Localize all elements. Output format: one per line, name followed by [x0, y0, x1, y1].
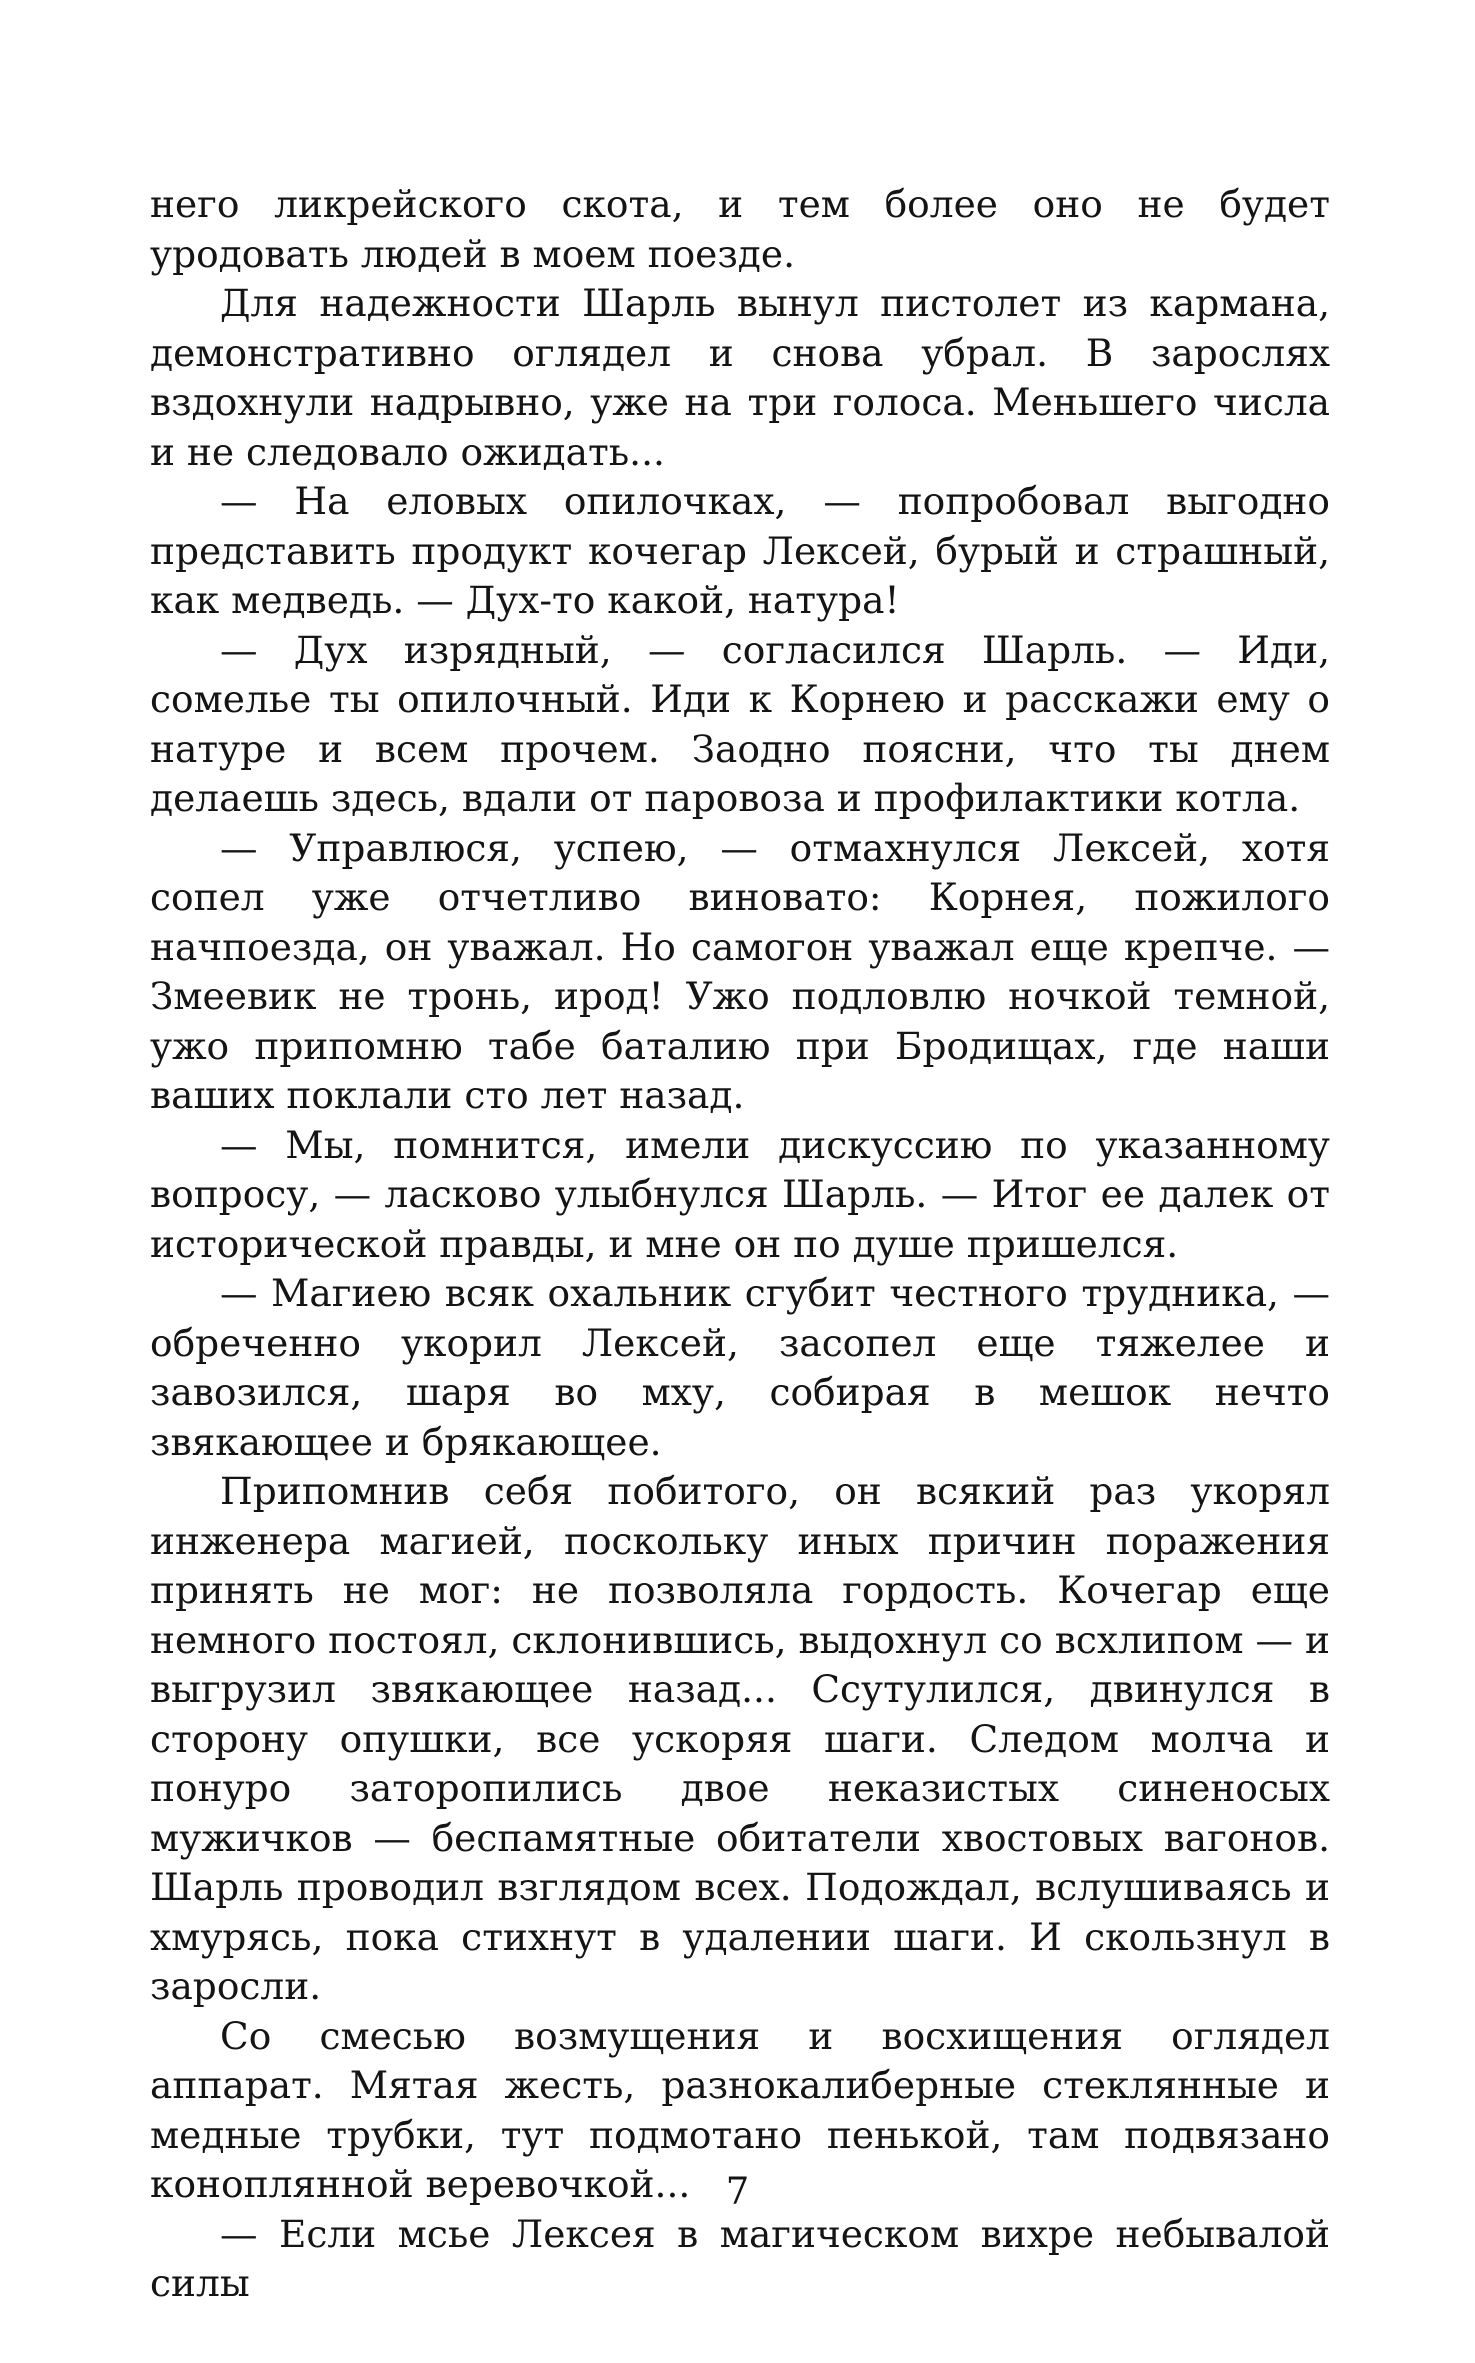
- paragraph-3: — На еловых опилочках, — попробовал выгодно представить продукт кочегар Лексей, бурый и страшный, как медведь. — Дух-то какой, натура!: [150, 479, 1330, 622]
- paragraph-2: Для надежности Шарль вынул пистолет из кармана, демонстративно оглядел и снова убрал. В зарослях вздохнули надрывно, уже на три голоса. Меньшего числа и не следовало ожидать...: [150, 281, 1330, 474]
- paragraph-9: Со смесью возмущения и восхищения оглядел аппарат. Мятая жесть, разнокалиберные стеклянные и медные трубки, тут подмотано пенькой, там подвязано коноплянной веревочкой...: [150, 2013, 1330, 2206]
- paragraph-1: него ликрейского скота, и тем более оно не будет уродовать людей в моем поезде.: [150, 182, 1330, 276]
- paragraph-6: — Мы, помнится, имели дискуссию по указанному вопросу, — ласково улыбнулся Шарль. — Итог ее далек от исторической правды, и мне он по душе пришелся.: [150, 1122, 1330, 1266]
- paragraph-8: Припомнив себя побитого, он всякий раз укорял инженера магией, поскольку иных причин поражения принять не мог: не позволяла гордость. Кочегар еще немного постоял, склонившись, выдохнул со всхлипом — и выгрузил звякающее назад... Ссутулился, двинулся в сторону опушки, все ускоряя шаги. Следом молча и понуро заторопились двое неказистых синеносых мужичков — беспамятные обитатели хвостовых вагонов. Шарль проводил взглядом всех. Подождал, вслушиваясь и хмурясь, пока стихнут в удалении шаги. И скользнул в заросли.: [150, 1469, 1330, 2008]
- page-text: [150, 180, 1330, 2309]
- paragraph-5: — Управлюся, успею, — отмахнулся Лексей, хотя сопел уже отчетливо виновато: Корнея, пожилого начпоезда, он уважал. Но самогон уважал еще крепче. — Змеевик не тронь, ирод! Ужо подловлю ночкой темной, ужо припомню табе баталию при Бродищах, где наши ваших поклали сто лет назад.: [150, 825, 1330, 1117]
- paragraph-10: — Если мсье Лексея в магическом вихре небывалой силы: [150, 2211, 1330, 2305]
- paragraph-7: — Магиею всяк охальник сгубит честного трудника, — обреченно укорил Лексей, засопел еще тяжелее и завозился, шаря во мху, собирая в мешок нечто звякающее и брякающее.: [150, 1271, 1330, 1464]
- page-number: 7: [725, 2170, 750, 2213]
- paragraph-4: — Дух изрядный, — согласился Шарль. — Иди, сомелье ты опилочный. Иди к Корнею и расскажи ему о натуре и всем прочем. Заодно поясни, что ты днем делаешь здесь, вдали от паровоза и профилактики котла.: [150, 627, 1330, 820]
